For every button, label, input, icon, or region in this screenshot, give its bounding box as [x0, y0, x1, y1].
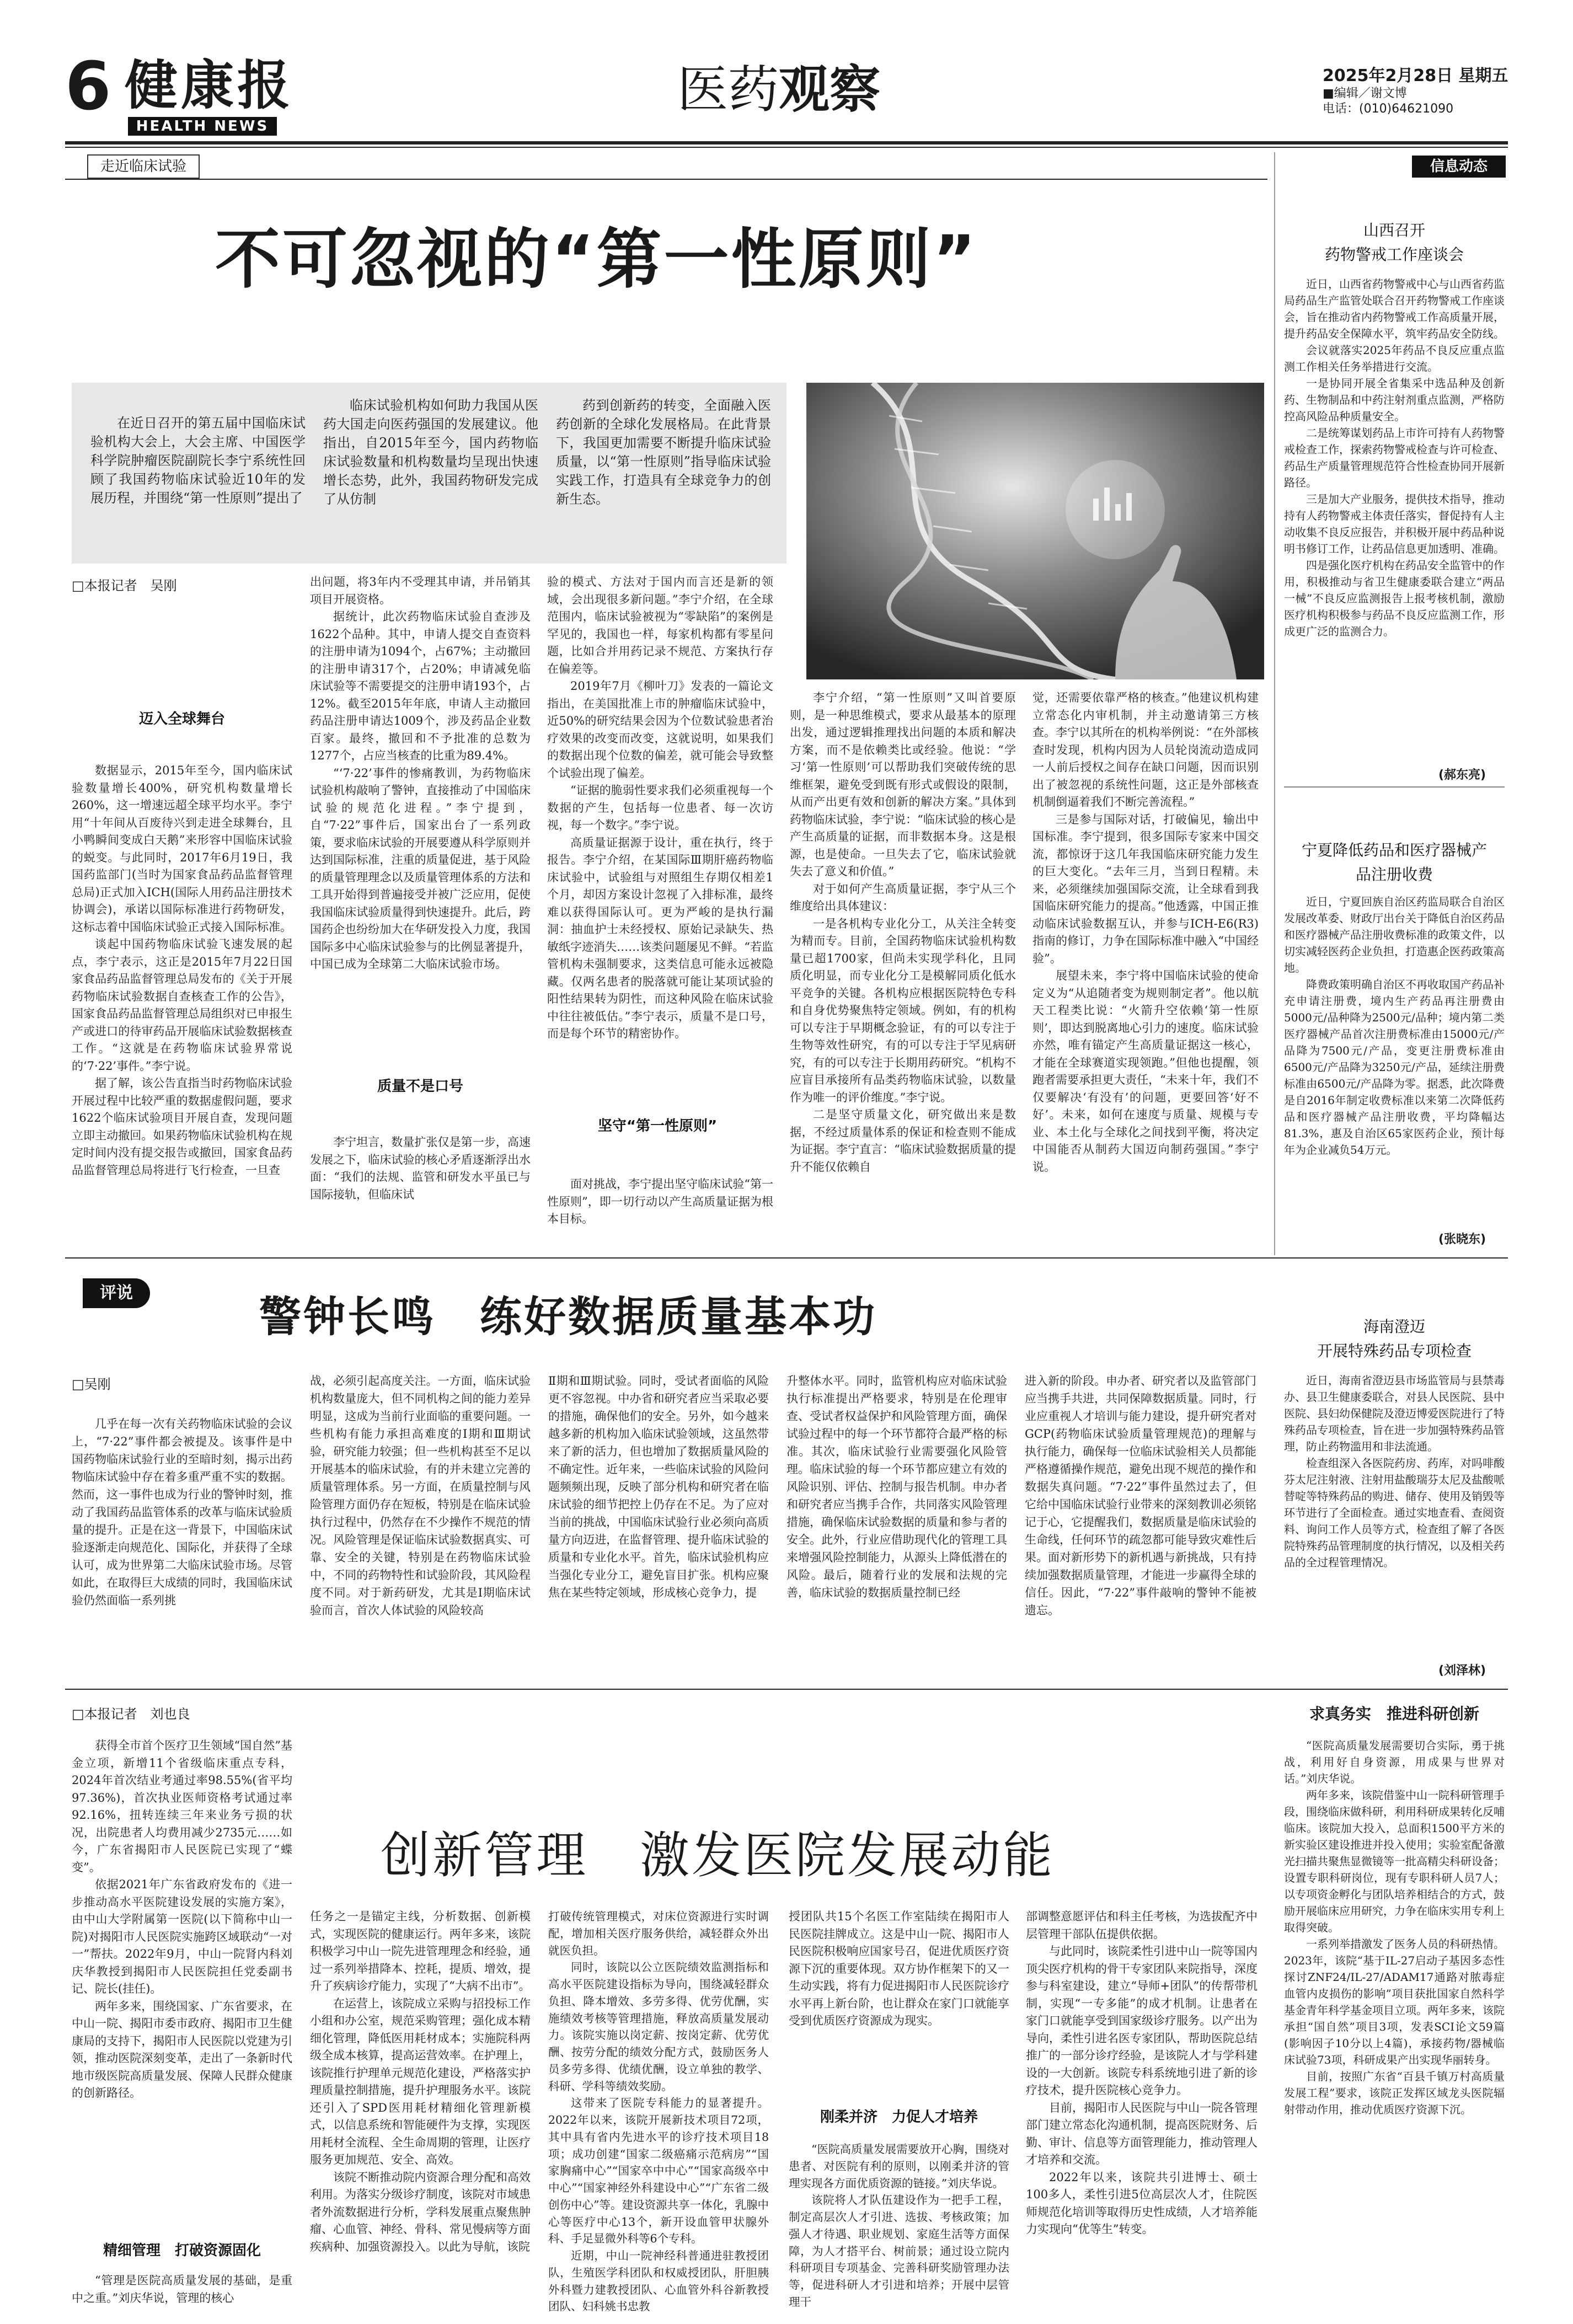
masthead-rule-thick	[65, 141, 1508, 144]
body-paragraph: “医院高质量发展需要切合实际，勇于挑战，利用好自身资源，用成果与世界对话。”刘庆华说。	[1284, 1739, 1505, 1785]
story1-lead-box	[72, 383, 786, 564]
section-title	[677, 60, 880, 120]
body-paragraph: Ⅱ期和Ⅲ期试验。同时，受试者面临的风险更不容忽视。中办省和研究者应当采取必要的措施，确保他们的安全。另外，如今越来越多新的机构加入临床试验领域，这虽然带来了新的活力，但也增加了数据质量风险的不确定性。近年来，一些临床试验的风险问题频频出现，反映了部分机构和研究者在临床试验的细节把控上仍存在不足。为了应对当前的挑战，中国临床试验行业必须向高质量方向迈进，在监督管理、提升临床试验的质量和专业化水平。首先，临床试验机构应当强化专业分工，避免盲目扩张。机构应聚焦在某些特定领域，形成核心竞争力，提	[548, 1374, 769, 1599]
body-paragraph: 两年多来，围绕国家、广东省要求，在中山一院、揭阳市委市政府、揭阳市卫生健康局的支持下，揭阳市人民医院以党建为引领，推动医院深刻变革，走出了一条新时代地市级医院高质量发展、保障人民群众健康的创新路径。	[72, 1999, 292, 2100]
story1-kicker: 走近临床试验	[87, 154, 200, 179]
body-paragraph: 近期，中山一院神经科普通进驻教授团队，生殖医学科团队和权威授团队，肝胆胰外科暨力建教授团队、心血管外科谷新教授团队、妇科姚书忠教	[548, 2249, 769, 2314]
body-paragraph: 这带来了医院专科能力的显著提升。2022年以来，该院开展新技术项目72项，其中具有省内先进水平的诊疗技术项目18项；成功创建“国家二级癌痛示范病房”“国家胸痛中心”“国家卒中中心”“国家高级卒中中心”“国家神经外科建设中心”“广东省二级创伤中心”等。建设资源共享一体化，乳腺中心等医疗中心13个，新开设血管甲状腺外科、手足显微外科等6个专科。	[548, 2096, 769, 2246]
story2-column-3	[548, 1372, 769, 1602]
sidebar-divider	[1274, 152, 1275, 1255]
body-paragraph: 展望未来，李宁将中国临床试验的使命定义为“从追随者变为规则制定者”。他以航天工程类比说：“火箭升空依赖‘第一性原则’，即达到脱离地心引力的速度。临床试验亦然，唯有锚定产生高质量证据这一核心，才能在全球赛道实现领跑。”但他也提醒，领跑者需要承担更大责任，“未来十年，我们不仅要解决‘有没有’的问题，更要回答‘好不好’。未来，如何在速度与质量、规模与专业、本土化与全球化之间找到平衡，将决定中国能否从制药大国迈向制药强国。”李宁说。	[1032, 969, 1259, 1174]
sidebar-item2-body	[1284, 893, 1505, 1158]
body-paragraph: 会议就落实2025年药品不良反应重点监测工作相关任务举措进行交流。	[1284, 344, 1505, 373]
story1-lead-col1	[90, 414, 306, 507]
story2-byline: □吴刚	[72, 1377, 111, 1392]
body-paragraph: 三是加大产业服务，提供技术指导，推动持有人药物警戒主体责任落实，督促持有人主动收集不良反应报告，并积极开展中药品种说明书修订工作，让药品信息更加透明、准确。	[1284, 492, 1505, 555]
sidebar-item2-credit: (张晓东)	[1438, 1233, 1486, 1246]
story3-column-6	[1284, 1737, 1505, 2118]
body-paragraph: 任务之一是锚定主线，分析数据、创新模式，实现医院的健康运行。两年多来，该院积极学习中山一院先进管理理念和经验，通过一系列举措降本、控耗，提质、增效，提升了疾病诊疗能力，实现了“大病不出市”。	[310, 1910, 531, 1993]
body-paragraph: 一系列举措激发了医务人员的科研热情。2023年，该院“基于IL-27启动子基因多态性探讨ZNF24/IL-27/ADAM17通路对脓毒症血管内皮损伤的影响”项目获批国家自然科学基金青年科学基金项目立项。两年多来，该院承担“国自然”项目3项，发表SCI论文59篇(影响因子10分以上4篇)，承接药物/器械临床试验73项，科研成果产出实现华丽转身。	[1284, 1937, 1505, 2066]
story1-column-3a	[547, 574, 773, 1043]
body-paragraph: 一是各机构专业化分工，从关注全转变为精而专。目前，全国药物临床试验机构数量已超1700家，但尚未实现学科化，且同质化明显，而专业化分工是模解同质化低水平竞争的关键。各机构应根据医院特色专科和自身优势聚焦特定领域。例如，有的机构可以专注于早期概念验证，有的可以专注于生物等效性研究，有的可以专注于罕见病研究，有的可以专注于长期用药研究。“机构不应盲目承接所有品类药物临床试验，以数量作为唯一的评价维度。”李宁说。	[790, 917, 1016, 1104]
sidebar-item1-body	[1284, 276, 1505, 640]
body-paragraph: 验的模式、方法对于国内而言还是新的领域，会出现很多新问题。”李宁介绍，在全球范围内，临床试验被视为“零缺陷”的案例是罕见的，我国也一样，每家机构都有零星问题，比如合并用药记录不规范、方案执行存在偏差等。	[547, 575, 773, 676]
editor-credit: ■编辑／谢文博	[1323, 87, 1407, 100]
sidebar-item2-head-line1: 宁夏降低药品和医疗器械产	[1301, 841, 1487, 859]
story3-column-2	[310, 1908, 531, 2256]
story1-lead-col2	[323, 396, 538, 508]
body-paragraph: 几乎在每一次有关药物临床试验的会议上，“7·22”事件都会被提及。该事件是中国药物临床试验行业的至暗时刻，揭示出药物临床试验中存在着多重严重不实的数据。然而，这一事件也成为行业的警钟时刻，推动了我国药品监管体系的改革与临床试验质量的提升。正是在这一背景下，中国临床试验逐渐走向规范化、国际化，并获得了全球认可，成为世界第二大临床试验市场。尽管如此，在取得巨大成绩的同时，我国临床试验仍然面临一系列挑	[72, 1417, 292, 1607]
section-title-b: 观察	[779, 60, 881, 119]
story2-column-5	[1025, 1372, 1256, 1619]
body-paragraph: “医院高质量发展需要放开心胸，围绕对患者、对医院有利的原则，以刚柔并济的管理实现各方面优质资源的链接。”刘庆华说。	[789, 2143, 1009, 2190]
story1-kicker-bar	[65, 152, 1267, 180]
story1-column-4	[790, 689, 1016, 1176]
body-paragraph: 两年多来，该院借鉴中山一院科研管理手段，围绕临床做科研，利用科研成果转化反哺临床。该院加大投入，总面积1500平方米的新实验区建设推进并投入使用；实验室配备激光扫描共聚焦显微镜等一批高精尖科研设备；设置专职科研岗位，现有专职科研人员7人；以专项资金孵化与团队培养相结合的方式，鼓励开展临床应用研究，力争在临床实用专利上取得突破。	[1284, 1788, 1505, 1934]
editor-phone: 电话：(010)64621090	[1323, 102, 1454, 116]
paper-name-cn: 健康报	[125, 54, 293, 116]
story2-kicker: 评说	[83, 1278, 150, 1308]
sidebar-item3-head-line2: 开展特殊药品专项检查	[1317, 1342, 1472, 1360]
body-paragraph: 目前，揭阳市人民医院与中山一院各管理部门建立常态化沟通机制，提高医院财务、后勤、审计、信息等方面管理能力，推动管理人才培养和交流。	[1026, 2101, 1258, 2166]
sidebar-item3-head	[1284, 1315, 1505, 1363]
body-paragraph: 升整体水平。同时，监管机构应对临床试验执行标准提出严格要求，特别是在伦理审查、受试者权益保护和风险管理方面，确保试验过程中的每一个环节都符合最严格的标准。其次，临床试验行业需要强化风险管理。临床试验的每一个环节都应建立有效的风险识别、评估、控制与报告机制。申办者和研究者应当携手合作，共同落实风险管理措施，确保临床试验数据的质量和参与者的安全。此外，行业应借助现代化的管理工具来增强风险控制能力，从源头上降低潜在的风险。最后，随着行业的发展和法规的完善，临床试验的数据质量控制已经	[786, 1374, 1007, 1599]
story1-column-5	[1032, 689, 1259, 1176]
story3-column-1	[72, 1737, 292, 2102]
lead-paragraph: 药到创新药的转变，全面融入医药创新的全球化发展格局。在此背景下，我国更加需要不断提升临床试验质量，以“第一性原则”指导临床试验实践工作，打造具有全球竞争力的创新生态。	[556, 398, 771, 507]
story1-column-2a	[310, 574, 531, 973]
sidebar-tag: 信息动态	[1412, 156, 1506, 178]
story1-byline: □本报记者 吴刚	[72, 578, 177, 593]
story3-sub-talent: 刚柔并济 力促人才培养	[820, 2109, 978, 2125]
body-paragraph: 出问题，将3年内不受理其申请，并吊销其项目开展资格。	[310, 575, 531, 606]
story1-lead-col3	[556, 396, 771, 508]
body-paragraph: 2022年以来，该院共引进博士、硕士100多人，柔性引进5位高层次人才，住院医师规范化培训等取得历史性成绩，人才培养能力实现向“优等生”转变。	[1026, 2170, 1258, 2236]
story3-sub-fine-management: 精细管理 打破资源固化	[103, 2242, 261, 2259]
body-paragraph: 战，必须引起高度关注。一方面，临床试验机构数量庞大，但不同机构之间的能力差异明显，这成为当前行业面临的重要问题。一些机构有能力承担高难度的Ⅰ期和Ⅲ期试验，研究能力较强；但一些机构甚至不足以开展基本的临床试验，有的并未建立完善的质量管理体系。另一方面，在质量控制与风险管理方面仍存在短板，特别是在临床试验执行过程中，仍然存在不少操作不规范的情况。风险管理是保证临床试验数据真实、可靠、安全的关键，特别是在药物临床试验中，不同的药物特性和试验阶段，其风险程度不同。对于新药研发，尤其是Ⅰ期临床试验而言，首次人体试验的风险较高	[310, 1374, 531, 1617]
sidebar-item1-credit: (郝东亮)	[1438, 768, 1486, 782]
story1-headline: 不可忽视的“第一性原则”	[215, 221, 978, 297]
body-paragraph: 据了解，该公告直指当时药物临床试验开展过程中比较严重的数据虚假问题，要求1622个临床试验项目开展自查，发现问题立即主动撤回。如果药物临床试验机构在规定时间内没有提交报告或撤回，国家食品药品监督管理总局将进行飞行检查，一旦查	[72, 1077, 292, 1177]
story1-column-3b	[547, 1176, 773, 1228]
body-paragraph: “证据的脆弱性要求我们必须重视每一个数据的产生，包括每一位患者、每一次访视，每一个数字。”李宁说。	[547, 784, 773, 832]
body-paragraph: 面对挑战，李宁提出坚守临床试验“第一性原则”，即一切行动以产生高质量证据为根本目标。	[547, 1177, 773, 1225]
body-paragraph: 据统计，此次药物临床试验自查涉及1622个品种。其中，申请人提交自查资料的注册申请为1094个，占67%；主动撤回的注册申请317个，占20%；申请减免临床试验等不需要提交的注册申请193个，占12%。截至2015年年底，申请人主动撤回药品注册申请达1009个，涉及药品企业数百家。最终，撤回和不予批准的总数为1277个，占应当核查的比重为89.4%。	[310, 610, 531, 762]
body-paragraph: 目前，按照广东省“百县千镇万村高质量发展工程”要求，该院正发挥区域龙头医院辐射带动作用，推动优质医疗资源下沉。	[1284, 2070, 1505, 2116]
body-paragraph: “管理是医院高质量发展的基础，是重中之重。”刘庆华说，管理的核心	[72, 2274, 292, 2305]
paper-name-en: HEALTH NEWS	[128, 117, 277, 136]
issue-date: 2025年2月28日 星期五	[1323, 66, 1508, 85]
body-paragraph: 四是强化医疗机构在药品安全监管中的作用，积极推动与省卫生健康委联合建立“两品一械”不良反应监测报告上报考核机制，激励医疗机构积极参与药品不良反应监测工作，形成更广泛的监测合力。	[1284, 559, 1505, 638]
body-paragraph: 觉，还需要依靠严格的核查。”他建议机构建立常态化内审机制，并主动邀请第三方核查。李宁以其所在的机构举例说：“在外部核查时发现，机构内因为人员轮岗流动造成同一人前后授权之间存在缺口问题，因而识别出了被忽视的系统性问题，这正是外部核查机制倒逼着我们不断完善流程。”	[1032, 691, 1259, 808]
body-paragraph: 三是参与国际对话，打破偏见，输出中国标准。李宁提到，很多国际专家来中国交流，都惊讶于这几年我国临床研究能力发生的巨大变化。“去年三月，当到日程精。未来，必须继续加强国际交流，让全球看到我国临床研究能力的提高。”他透露，中国正推动临床试验数据互认，并参与ICH-E6(R3)指南的修订，力争在国际标准中融入“中国经验”。	[1032, 812, 1259, 965]
story2-headline: 警钟长鸣 练好数据质量基本功	[259, 1292, 877, 1341]
body-paragraph: 授团队共15个名医工作室陆续在揭阳市人民医院挂牌成立。这是中山一院、揭阳市人民医院积极响应国家号召，促进优质医疗资源下沉的重要体现。双方协作框架下的又一生动实践，将有力促进揭阳市人民医院诊疗水平再上新台阶，也让群众在家门口就能享受到优质医疗资源成为现实。	[789, 1910, 1009, 2027]
story3-side-head: 求真务实 推进科研创新	[1309, 1705, 1479, 1723]
body-paragraph: 一是协同开展全省集采中选品种及创新药、生物制品和中药注射剂重点监测，严格防控高风险品种质量安全。	[1284, 377, 1505, 423]
body-paragraph: 谈起中国药物临床试验飞速发展的起点，李宁表示，这正是2015年7月22日国家食品药品监督管理总局发布的《关于开展药物临床试验数据自查核查工作的公告》，国家食品药品监督管理总局组织对已申报生产或进口的待审药品开展临床试验数据核查工作。“这就是在药物临床试验界常说的‘7·22’事件。”李宁说。	[72, 938, 292, 1073]
story3-column-1b	[72, 2272, 292, 2307]
body-paragraph: 依据2021年广东省政府发布的《进一步推动高水平医院建设发展的实施方案》，由中山大学附属第一医院(以下简称中山一院)对揭阳市人民医院实施跨区域联动“一对一”帮扶。2022年9月，中山一院肾内科刘庆华教授到揭阳市人民医院担任党委副书记、院长(挂任)。	[72, 1878, 292, 1995]
body-paragraph: 同时，该院以公立医院绩效监测指标和高水平医院建设指标为导向，围绕减轻群众负担、降本增效、多劳多得、优劳优酬，实施绩效考核等管理措施，释放高质量发展动力。该院实施以岗定薪、按岗定薪、优劳优酬、按劳分配的绩效分配方式，鼓励医务人员多劳多得、优绩优酬，设立单独的教学、科研、学科等绩效奖励。	[548, 1961, 769, 2093]
story3-byline: □本报记者 刘也良	[72, 1706, 190, 1722]
page-number: 6	[65, 49, 111, 125]
body-paragraph: 二是统筹谋划药品上市许可持有人药物警戒检查工作，探索药物警戒检查与许可检查、药品生产质量管理规范符合性检查协同开展新路径。	[1284, 426, 1505, 489]
body-paragraph: 进入新的阶段。申办者、研究者以及监管部门应当携手共进，共同保障数据质量。同时，行业应重视人才培训与能力建设，提升研究者对GCP(药物临床试验质量管理规范)的理解与执行能力，确保每一位临床试验相关人员都能严格遵循操作规范，避免出现不规范的操作和数据失真问题。“7·22”事件虽然过去了，但它给中国临床试验行业带来的深刻教训必须铭记于心，它提醒我们，数据质量是临床试验的生命线，任何环节的疏忽都可能导致灾难性后果。面对新形势下的新机遇与新挑战，只有持续加强数据质量管理，才能进一步赢得全球的信任。因此，“7·22”事件敲响的警钟不能被遗忘。	[1025, 1374, 1256, 1617]
lead-paragraph: 临床试验机构如何助力我国从医药大国走向医药强国的发展建议。他指出，自2015年至今，国内药物临床试验数量和机构数量均呈现出快速增长态势，此外，我国药物研发完成了从仿制	[323, 398, 538, 507]
body-paragraph: 李宁坦言，数量扩张仅是第一步，高速发展之下，临床试验的核心矛盾逐渐浮出水面：“我们的法规、监管和研发水平虽已与国际接轨，但临床试	[310, 1136, 531, 1201]
body-paragraph: 高质量证据源于设计，重在执行，终于报告。李宁介绍，在某国际Ⅲ期肝癌药物临床试验中，试验组与对照组生存期仅相差1个月，却因方案设计忽视了入排标准，最终难以获得国际认可。更为严峻的是执行漏洞：抽血护士未经授权、原始记录缺失、热敏纸字迹消失……该类问题屡见不鲜。“若监管机构未强制要求，这类信息可能永远被隐藏。仅两名患者的脱落就可能让某项试验的阳性结果转为阴性，而这种风险在临床试验中往往被低估。”李宁表示，质量不是口号，而是每个环节的精密协作。	[547, 836, 773, 1040]
body-paragraph: 近日，宁夏回族自治区药监局联合自治区发展改革委、财政厅出台关于降低自治区药品和医疗器械产品注册收费标准的政策文件，以切实减轻医药企业负担，打造惠企医药政策高地。	[1284, 895, 1505, 974]
body-paragraph: 在运营上，该院成立采购与招投标工作小组和办公室，规范采购管理；强化成本精细化管理，降低医用耗材成本；实施院科两级全成本核算，提高运营效率。在护理上，该院推行护理单元规范化建设，严格落实护理质量控制措施，提升护理服务水平。该院还引入了SPD医用耗材精细化管理新模式，以信息系统和智能硬件为支撑，实现医用耗材全流程、全生命周期的管理，让医疗服务更加规范、安全、高效。	[310, 1996, 531, 2166]
sidebar-item1-head	[1284, 218, 1505, 267]
story1-photo	[806, 383, 1264, 679]
body-paragraph: 获得全市首个医疗卫生领域“国自然”基金立项，新增11个省级临床重点专科，2024年首次结业考通过率98.55%(省平均97.36%)，首次执业医师资格考试通过率92.16%，扭转连续三年来业务亏损的状况，出院患者人均费用减少2735元……如今，广东省揭阳市人民医院已实现了“蝶变”。	[72, 1739, 292, 1874]
story1-sub-global-stage: 迈入全球舞台	[138, 711, 225, 727]
story2-column-4	[786, 1372, 1007, 1602]
body-paragraph: 降费政策明确自治区不再收取国产药品补充申请注册费，境内生产药品再注册费由5000元/品种降为2500元/品种；境内第二类医疗器械产品首次注册费标准由15000元/产品降为7500元/产品，变更注册费标准由6500元/产品降为3250元/产品，延续注册费标准由6500元/产品降为零。据悉，此次降费是自2016年制定收费标准以来第二次降低药品和医疗器械产品注册收费，平均降幅达81.3%，惠及自治区65家医药企业，预计每年为企业减负54万元。	[1284, 978, 1505, 1156]
story3-column-4b	[789, 2141, 1009, 2311]
body-paragraph: 与此同时，该院柔性引进中山一院等国内顶尖医疗机构的骨干专家团队来院指导，深度参与科室建设，建立“导师+团队”的传帮带机制，实现“一专多能”的成才机制。让患者在家门口就能享受到国家级诊疗服务。以产出为导向，柔性引进名医专家团队，帮助医院总结推广的一部分诊疗经验，是该院人才与学科建设的一大创新。该院专科系统地引进了新的诊疗技术，提升医院核心竞争力。	[1026, 1945, 1258, 2097]
sidebar-item2-head	[1284, 838, 1505, 887]
body-paragraph: 部调整意愿评估和科主任考核，为选拔配齐中层管理干部队伍提供依据。	[1026, 1910, 1258, 1941]
story3-top-rule	[65, 1689, 1508, 1690]
masthead	[0, 0, 1573, 160]
sidebar-item1-head-line2: 药物警戒工作座谈会	[1324, 245, 1464, 264]
story1-column-1	[72, 762, 292, 1179]
sidebar-rule-1	[1284, 786, 1505, 788]
sidebar-item3-credit: (刘泽林)	[1438, 1664, 1486, 1678]
story3-headline: 创新管理 激发医院发展动能	[381, 1827, 1055, 1884]
body-paragraph: 对于如何产生高质量证据，李宁从三个维度给出具体建议：	[790, 882, 1016, 913]
story3-column-3	[548, 1908, 769, 2315]
body-paragraph: 近日，海南省澄迈县市场监管局与县禁毒办、县卫生健康委联合，对县人民医院、县中医院、县妇幼保健院及澄迈博爱医院进行了特殊药品专项检查，旨在进一步加强特殊药品管理，防止药物滥用和非法流通。	[1284, 1374, 1505, 1453]
story3-column-5	[1026, 1908, 1258, 2239]
sidebar-item3-head-line1: 海南澄迈	[1363, 1318, 1425, 1336]
body-paragraph: 检查组深入各医院药房、药库，对吗啡酸芬太尼注射液、注射用盐酸瑞芬太尼及盐酸哌替啶等特殊药品的购进、储存、使用及销毁等环节进行了全面检查。通过实地查看、查阅资料、询问工作人员等方式，检查组了解了各医院特殊药品管理制度的执行情况，以及相关药品的全过程管理情况。	[1284, 1456, 1505, 1569]
body-paragraph: 打破传统管理模式，对床位资源进行实时调配，增加相关医疗服务供给，减轻群众外出就医负担。	[548, 1910, 769, 1957]
sidebar-item2-head-line2: 品注册收费	[1355, 865, 1433, 883]
story1-column-2b	[310, 1134, 531, 1203]
body-paragraph: “‘7·22’事件的惨痛教训，为药物临床试验机构敲响了警钟，直接推动了中国临床试验的规范化进程。”李宁提到，自“7·22”事件后，国家出台了一系列政策，要求临床试验的开展要遵从科学原则并达到国际标准，注重的质量促进，基于风险的质量管理理念以及质量管理体系的方法和工具开始得到普遍接受并被广泛应用，促使我国临床试验质量得到快速提升。此后，跨国药企也纷纷加大在华研发投入力度，我国国际多中心临床试验参与的比例显著提升，中国已成为全球第二大临床试验市场。	[310, 766, 531, 971]
story2-column-2	[310, 1372, 531, 1619]
body-paragraph: 2019年7月《柳叶刀》发表的一篇论文指出，在美国批准上市的肿瘤临床试验中，近50%的研究结果会因为个位数试验患者治疗效果的改变而改变，这就说明，如果我们的数据出现个位数的偏差，就可能会导致整个试验出现了偏差。	[547, 679, 773, 780]
body-paragraph: 李宁介绍，“第一性原则”又叫首要原则，是一种思维模式，要求从最基本的原理出发，通过逻辑推理找出问题的本质和解决方案，而不是依赖类比或经验。他说：“学习‘第一性原则’可以帮助我们突破传统的思维框架，避免受到既有形式或假设的限制，从而产出更有效和创新的解决方案。”具体到药物临床试验，李宁说：“临床试验的核心是产生高质量的证据，而非数据本身。这是根源，也是使命。一旦失去了它，临床试验就失去了意义和价值。”	[790, 691, 1016, 878]
body-paragraph: 数据显示，2015年至今，国内临床试验数量增长400%，研究机构数量增长260%，这一增速远超全球平均水平。李宁用“十年间从百废待兴到走进全球舞台，且小鸭瞬间变成白天鹅”来形容中国临床试验的蜕变。与此同时，2017年6月19日，我国药监部门(当时为国家食品药品监督管理总局)正式加入ICH(国际人用药品注册技术协调会)，承诺以国际标准进行药物研发，这标志着中国临床试验正式接入国际标准。	[72, 764, 292, 934]
section-title-a: 医药	[677, 60, 779, 119]
story2-top-rule	[65, 1257, 1508, 1259]
story2-column-1	[72, 1415, 292, 1609]
lead-paragraph: 在近日召开的第五届中国临床试验机构大会上，大会主席、中国医学科学院肿瘤医院副院长李宁系统性回顾了我国药物临床试验近10年的发展历程，并围绕“第一性原则”提出了	[90, 415, 306, 506]
story1-sub-first-principle: 坚守“第一性原则”	[597, 1118, 718, 1134]
body-paragraph: 二是坚守质量文化，研究做出来是数据，不经过质量体系的保证和检查则不能成为证据。李宁直言：“临床试验数据质量的提升不能仅依赖自	[790, 1108, 1016, 1174]
sidebar-item3-body	[1284, 1372, 1505, 1571]
body-paragraph: 该院不断推动院内资源合理分配和高效利用。为落实分级诊疗制度，该院对市域患者外流数据进行分析，学科发展重点聚焦肿瘤、心血管、神经、骨科、常见慢病等方面疾病种、加强资源投入。以此为导航，该院	[310, 2170, 531, 2253]
sidebar-item1-head-line1: 山西召开	[1363, 221, 1425, 239]
dna-hand-illustration-icon	[806, 383, 1264, 679]
story3-column-4	[789, 1908, 1009, 2030]
body-paragraph: 该院将人才队伍建设作为一把手工程，制定高层次人才引进、选拔、考核政策；加强人才待遇、职业规划、家庭生活等方面保障，为人才搭平台、树前景；通过设立院内科研项目专项基金、完善科研奖励管理办法等，促进科研人才引进和培养；开展中层管理干	[789, 2193, 1009, 2309]
story1-sub-quality: 质量不是口号	[377, 1078, 463, 1095]
masthead-rule-thin	[65, 147, 1508, 148]
body-paragraph: 近日，山西省药物警戒中心与山西省药监局药品生产监管处联合召开药物警戒工作座谈会，旨在推动省内药物警戒工作高质量开展，提升药品安全保障水平，筑牢药品安全防线。	[1284, 277, 1505, 340]
